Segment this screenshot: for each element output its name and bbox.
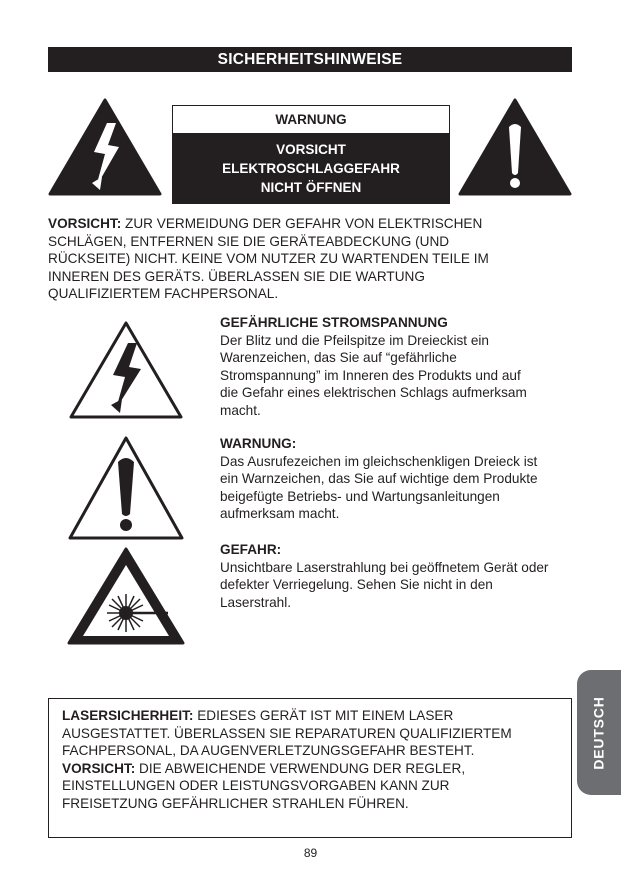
laser-safety-line: EDIESES GERÄT IST MIT EINEM LASER: [193, 708, 454, 723]
section-text: defekter Verriegelung. Sehen Sie nicht in den: [220, 577, 493, 592]
section-text: beigefügte Betriebs- und Wartungsanleitungen: [220, 488, 500, 504]
laser-safety-label: LASERSICHERHEIT:: [62, 708, 194, 723]
lightning-warning-icon: [66, 317, 186, 421]
caution-text: SCHLÄGEN, ENTFERNEN SIE DIE GERÄTEABDECKUNG (UND: [48, 233, 450, 249]
language-tab-label: DEUTSCH: [591, 695, 607, 770]
danger-section: [220, 541, 580, 611]
warning-label-line: VORSICHT: [276, 141, 346, 157]
laser-safety-line: EINSTELLUNGEN ODER LEISTUNGSVORGABEN KANN ZUR: [62, 778, 450, 793]
section-text: Warenzeichen, das Sie auf “gefährliche: [220, 350, 457, 365]
laser-safety-line: AUSGESTATTET. ÜBERLASSEN SIE REPARATUREN QUALIFIZIERTEM: [62, 725, 512, 741]
caution-text: ZUR VERMEIDUNG DER GEFAHR VON ELEKTRISCHEN: [121, 216, 483, 231]
exclamation-warning-icon: [66, 432, 186, 542]
lightning-warning-icon: [47, 97, 163, 197]
section-heading: GEFAHR:: [220, 542, 282, 557]
section-text: macht.: [220, 402, 261, 418]
laser-safety-line: DIE ABWEICHENDE VERWENDUNG DER REGLER,: [135, 760, 466, 776]
laser-safety-line: FACHPERSONAL, DA AUGENVERLETZUNGSGEFAHR BESTEHT.: [62, 743, 475, 758]
laser-safety-text: [62, 707, 562, 812]
page-title: SICHERHEITSHINWEISE: [48, 47, 572, 72]
caution-text: RÜCKSEITE) NICHT. KEINE VOM NUTZER ZU WARTENDEN TEILE IM: [48, 251, 489, 266]
warning-label-line: NICHT ÖFFNEN: [260, 179, 362, 195]
section-text: die Gefahr eines elektrischen Schlags aufmerksam: [220, 385, 527, 400]
exclamation-warning-icon: [457, 97, 573, 197]
voltage-section: [220, 314, 580, 419]
section-text: Stromspannung” im Inneren des Produkts und auf: [220, 367, 521, 383]
warning-label-body: [173, 133, 449, 203]
caution-text: INNEREN DES GERÄTS. ÜBERLASSEN SIE DIE WARTUNG: [48, 268, 425, 284]
caution-label: VORSICHT:: [48, 216, 122, 231]
section-heading: WARNUNG:: [220, 436, 297, 451]
section-text: Der Blitz und die Pfeilspitze im Dreieckist ein: [220, 332, 489, 348]
section-text: ein Warnzeichen, das Sie auf wichtige dem Produkte: [220, 471, 538, 486]
language-tab: [577, 670, 621, 795]
warning-label-line: ELEKTROSCHLAGGEFAHR: [222, 160, 400, 176]
section-text: Das Ausrufezeichen im gleichschenkligen Dreieck ist: [220, 453, 538, 469]
caution-paragraph: [48, 215, 574, 303]
warning-label-head: WARNUNG: [173, 106, 449, 134]
section-text: Unsichtbare Laserstrahlung bei geöffnetem Gerät oder: [220, 559, 549, 575]
section-text: aufmerksam macht.: [220, 506, 340, 521]
laser-safety-line: FREISETZUNG GEFÄHRLICHER STRAHLEN FÜHREN.: [62, 795, 409, 811]
laser-caution-label: VORSICHT:: [62, 760, 136, 776]
section-text: Laserstrahl.: [220, 594, 292, 610]
caution-text: QUALIFIZIERTEM FACHPERSONAL.: [48, 286, 279, 301]
page-number: 89: [303, 846, 318, 860]
section-heading: GEFÄHRLICHE STROMSPANNUNG: [220, 315, 448, 330]
warning-section: [220, 435, 580, 523]
warning-label-box: [172, 105, 450, 204]
laser-warning-icon: [66, 546, 186, 646]
